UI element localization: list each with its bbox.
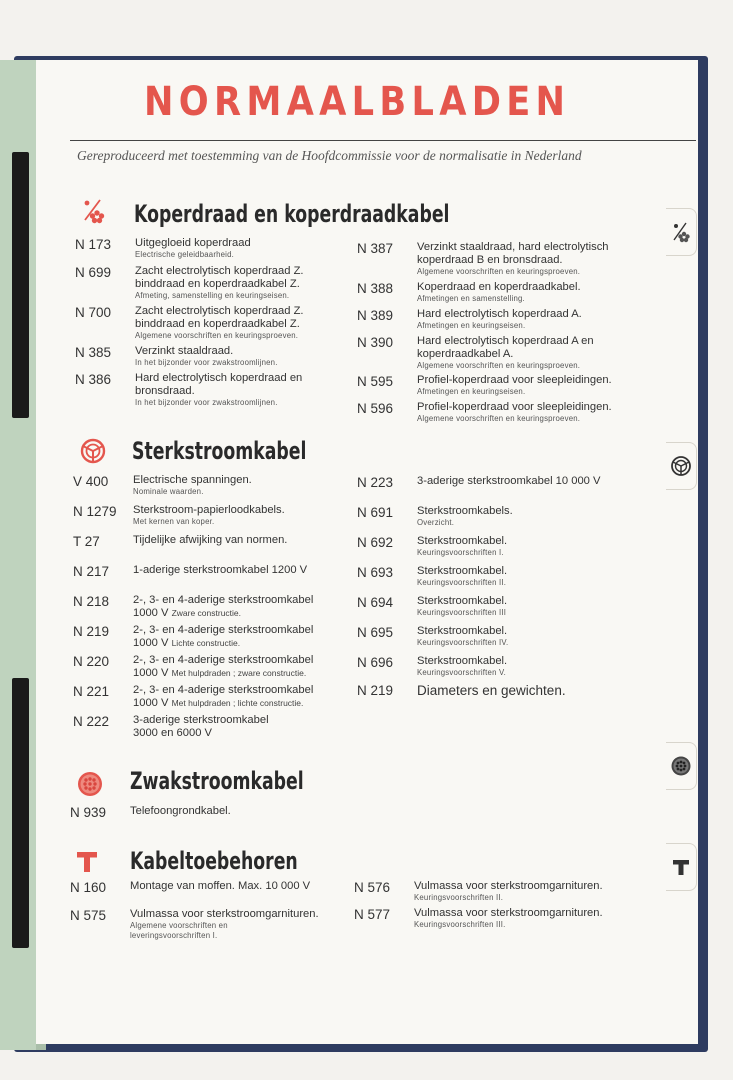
norm-note: Zware constructie.: [171, 608, 242, 618]
norm-code: N 221: [73, 684, 110, 699]
norm-note: Met hulpdraden ; zware constructie.: [171, 668, 307, 678]
norm-code: N 222: [73, 714, 110, 729]
norm-code: N 387: [357, 241, 394, 256]
norm-note: Lichte constructie.: [171, 638, 241, 648]
norm-code: N 218: [73, 594, 110, 609]
norm-description: Hard electrolytisch koperdraad A en: [417, 335, 594, 347]
norm-code: T 27: [73, 534, 100, 549]
norm-code: N 699: [75, 265, 112, 280]
norm-note: Met kernen van koper.: [133, 517, 215, 526]
norm-note: Algemene voorschriften en keuringsproeven.: [417, 267, 581, 276]
norm-code: N 575: [70, 908, 107, 923]
norm-description: Vulmassa voor sterkstroomgarnituren.: [414, 880, 603, 892]
norm-code: N 389: [357, 308, 394, 323]
norm-description: Zacht electrolytisch koperdraad Z.: [135, 265, 304, 277]
norm-note: Algemene voorschriften en keuringsproeven.: [135, 331, 299, 340]
norm-description: binddraad en koperdraadkabel Z.: [135, 318, 300, 330]
norm-description: binddraad en koperdraadkabel Z.: [135, 278, 300, 290]
percent-flower-icon: [671, 221, 691, 243]
norm-note: leveringsvoorschriften I.: [130, 931, 218, 940]
steering-wheel-icon: [670, 455, 692, 477]
norm-description: Verzinkt staaldraad, hard electrolytisch: [417, 241, 609, 253]
binder-ribbon-top: [12, 152, 29, 418]
norm-description: 1-aderige sterkstroomkabel 1200 V: [133, 564, 308, 576]
norm-note: Algemene voorschriften en: [130, 921, 228, 930]
section-title-sterkstroomkabel: Sterkstroomkabel: [132, 437, 307, 465]
norm-note: Algemene voorschriften en keuringsproeven.: [417, 361, 581, 370]
title-rule: [70, 140, 696, 141]
norm-note: Afmetingen en keuringseisen.: [417, 321, 526, 330]
cable-section-icon: [77, 771, 103, 797]
norm-code: N 173: [75, 237, 112, 252]
norm-code: N 160: [70, 880, 107, 895]
norm-description: Electrische spanningen.: [133, 474, 252, 486]
norm-note: Afmetingen en keuringseisen.: [417, 387, 526, 396]
section-title-zwakstroomkabel: Zwakstroomkabel: [130, 767, 304, 795]
binder-ribbon-bottom: [12, 678, 29, 948]
norm-note: Keuringsvoorschriften II.: [414, 893, 504, 902]
norm-code: N 576: [354, 880, 391, 895]
norm-code: N 390: [357, 335, 394, 350]
page-subtitle: Gereproduceerd met toestemming van de Hoofdcommissie voor de normalisatie in Nederland: [77, 148, 582, 163]
norm-code: N 577: [354, 907, 391, 922]
norm-description: 2-, 3- en 4-aderige sterkstroomkabel: [133, 684, 314, 696]
tab-sterkstroomkabel[interactable]: [666, 442, 697, 490]
norm-description: Sterkstroom-papierloodkabels.: [133, 504, 285, 516]
norm-description: 1000 V: [133, 607, 169, 619]
norm-description: bronsdraad.: [135, 385, 195, 397]
norm-description: Sterkstroomkabel.: [417, 625, 508, 637]
norm-note: Electrische geleidbaarheid.: [135, 250, 235, 259]
norm-code: N 596: [357, 401, 394, 416]
norm-note: Keuringsvoorschriften III.: [414, 920, 506, 929]
norm-note: Nominale waarden.: [133, 487, 204, 496]
norm-description: koperdraadkabel A.: [417, 348, 514, 360]
tab-kabeltoebehoren[interactable]: [666, 843, 697, 891]
norm-description: 3000 en 6000 V: [133, 727, 213, 739]
norm-note: Afmeting, samenstelling en keuringseisen.: [135, 291, 290, 300]
norm-description: Uitgegloeid koperdraad: [135, 237, 251, 249]
norm-description: Telefoongrondkabel.: [130, 805, 231, 817]
norm-note: Keuringsvoorschriften III: [417, 608, 507, 617]
norm-code: N 595: [357, 374, 394, 389]
norm-code: N 692: [357, 535, 394, 550]
norm-note: Afmetingen en samenstelling.: [417, 294, 525, 303]
norm-description: Sterkstroomkabel.: [417, 655, 508, 667]
norm-description: Sterkstroomkabels.: [417, 505, 513, 517]
norm-description: 1000 V: [133, 667, 169, 679]
norm-description: Sterkstroomkabel.: [417, 565, 508, 577]
steering-wheel-icon: [80, 438, 106, 464]
norm-code: N 693: [357, 565, 394, 580]
norm-code: N 388: [357, 281, 394, 296]
norm-note: Met hulpdraden ; lichte constructie.: [171, 698, 304, 708]
norm-note: Keuringsvoorschriften IV.: [417, 638, 509, 647]
tab-zwakstroomkabel[interactable]: [666, 742, 697, 790]
norm-code: N 700: [75, 305, 112, 320]
norm-description: Sterkstroomkabel.: [417, 595, 508, 607]
norm-note: Keuringsvoorschriften V.: [417, 668, 507, 677]
norm-code: N 691: [357, 505, 394, 520]
page-title: NORMAALBLADEN: [144, 79, 571, 125]
t-letter-icon: [671, 857, 691, 877]
norm-code: N 386: [75, 372, 112, 387]
norm-code: N 217: [73, 564, 110, 579]
norm-description: Diameters en gewichten.: [417, 683, 566, 698]
norm-code: N 220: [73, 654, 110, 669]
norm-description: Vulmassa voor sterkstroomgarnituren.: [130, 908, 319, 920]
norm-description: Hard electrolytisch koperdraad en: [135, 372, 303, 384]
cable-section-icon: [670, 755, 692, 777]
norm-description: 2-, 3- en 4-aderige sterkstroomkabel: [133, 594, 314, 606]
norm-description: Profiel-koperdraad voor sleepleidingen.: [417, 401, 612, 413]
norm-code: N 694: [357, 595, 394, 610]
tab-koperdraad[interactable]: [666, 208, 697, 256]
norm-description: 1000 V: [133, 697, 169, 709]
norm-code: N 939: [70, 805, 107, 820]
norm-note: Overzicht.: [417, 518, 455, 527]
norm-code: N 1279: [73, 504, 117, 519]
norm-code: N 695: [357, 625, 394, 640]
norm-description: Tijdelijke afwijking van normen.: [133, 534, 288, 546]
norm-description: Koperdraad en koperdraadkabel.: [417, 281, 581, 293]
norm-description: Zacht electrolytisch koperdraad Z.: [135, 305, 304, 317]
norm-code: N 219: [73, 624, 110, 639]
norm-note: In het bijzonder voor zwakstroomlijnen.: [135, 358, 278, 367]
norm-note: Keuringsvoorschriften II.: [417, 578, 507, 587]
norm-description: Montage van moffen. Max. 10 000 V: [130, 880, 311, 892]
norm-description: Vulmassa voor sterkstroomgarnituren.: [414, 907, 603, 919]
norm-description: Verzinkt staaldraad.: [135, 345, 234, 357]
norm-description: 2-, 3- en 4-aderige sterkstroomkabel: [133, 624, 314, 636]
norm-note: Algemene voorschriften en keuringsproeven.: [417, 414, 581, 423]
norm-note: In het bijzonder voor zwakstroomlijnen.: [135, 398, 278, 407]
norm-description: Profiel-koperdraad voor sleepleidingen.: [417, 374, 612, 386]
norm-code: N 219: [357, 683, 394, 698]
norm-description: 3-aderige sterkstroomkabel: [133, 714, 269, 726]
norm-code: V 400: [73, 474, 109, 489]
norm-description: Sterkstroomkabel.: [417, 535, 508, 547]
t-letter-icon: [77, 851, 97, 873]
section-title-kabeltoebehoren: Kabeltoebehoren: [130, 847, 298, 875]
norm-description: 3-aderige sterkstroomkabel 10 000 V: [417, 475, 601, 487]
norm-code: N 696: [357, 655, 394, 670]
norm-description: 1000 V: [133, 637, 169, 649]
section-title-koperdraad: Koperdraad en koperdraadkabel: [134, 200, 450, 228]
norm-code: N 223: [357, 475, 394, 490]
norm-description: 2-, 3- en 4-aderige sterkstroomkabel: [133, 654, 314, 666]
norm-description: koperdraad B en bronsdraad.: [417, 254, 563, 266]
norm-note: Keuringsvoorschriften I.: [417, 548, 504, 557]
norm-code: N 385: [75, 345, 112, 360]
percent-flower-icon: [82, 198, 106, 224]
norm-description: Hard electrolytisch koperdraad A.: [417, 308, 582, 320]
